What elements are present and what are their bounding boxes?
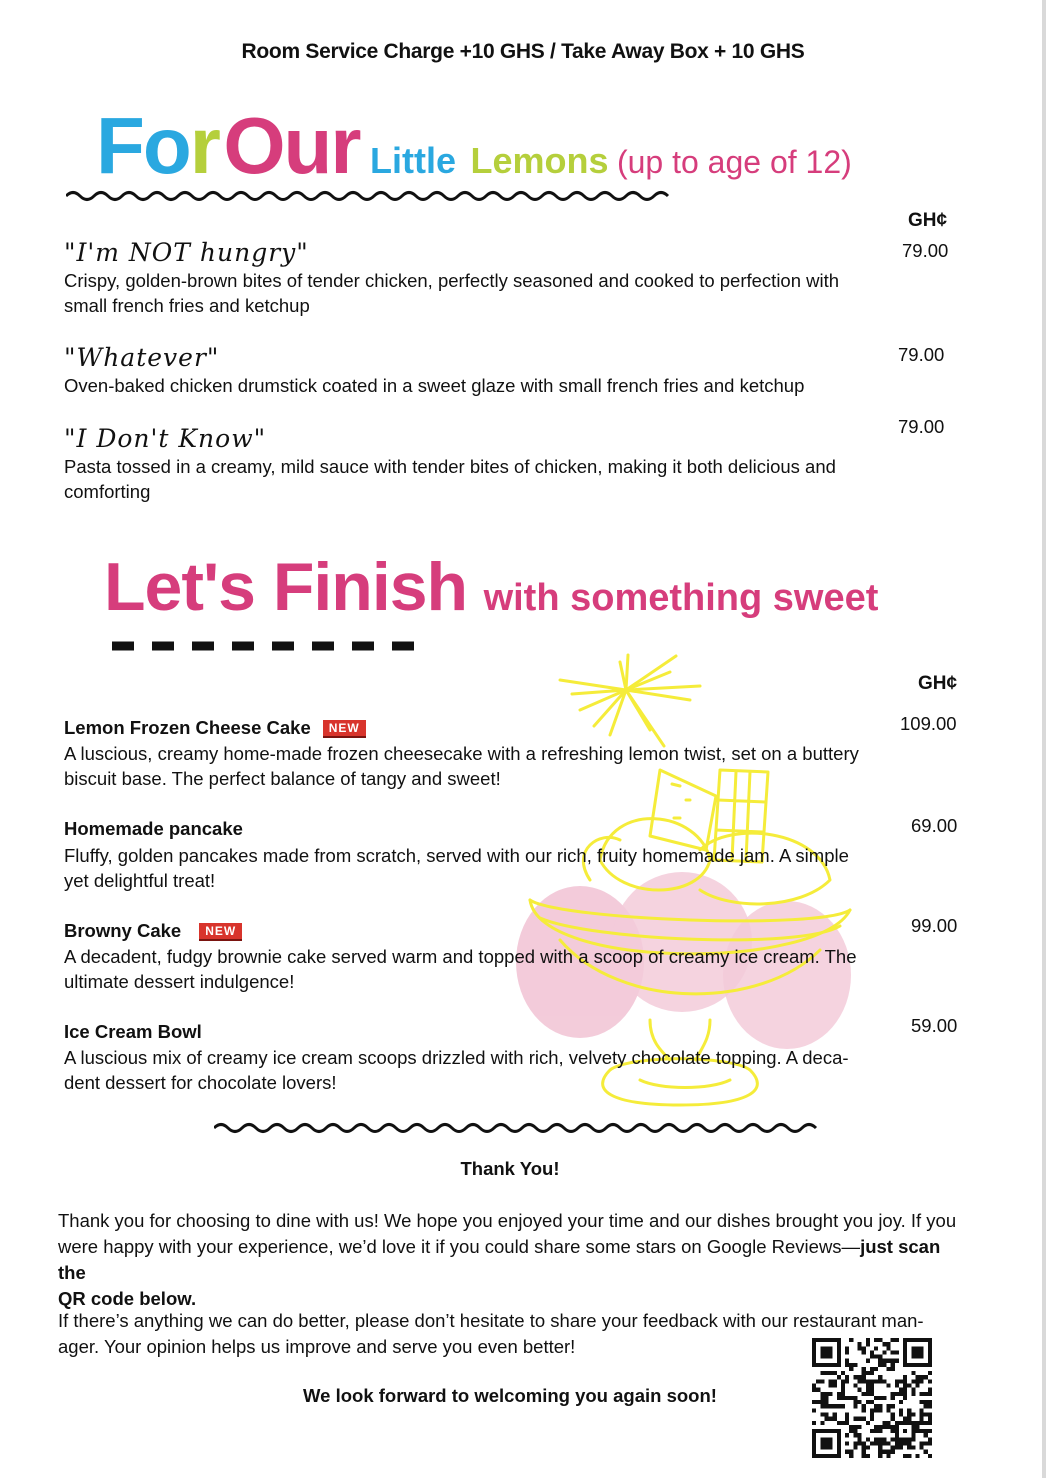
- dessert-item-price-1: 109.00: [900, 713, 957, 734]
- kids-item-desc-2: Oven-baked chicken drumstick coated in a sweet glaze with small french fries and ketchup: [64, 375, 805, 396]
- dessert-item-desc-3b: ultimate dessert indulgence!: [64, 971, 295, 992]
- service-charge-note: Room Service Charge +10 GHS / Take Away Box + 10 GHS: [241, 40, 805, 63]
- title-for-part2: r: [189, 101, 219, 190]
- thanks-heading: Thank You!: [460, 1158, 560, 1179]
- para2-line2: ager. Your opinion helps us improve and serve you even better!: [58, 1336, 576, 1357]
- dessert-title-sub: with something sweet: [483, 577, 879, 619]
- title-our: Our: [223, 101, 360, 190]
- dessert-section-title: [104, 548, 878, 626]
- dessert-item-name-2: Homemade pancake: [64, 818, 243, 839]
- kids-item-price-3: 79.00: [898, 416, 945, 437]
- kids-item-name-3: "I Don't Know": [64, 424, 267, 453]
- kids-section-title: [96, 100, 852, 192]
- dessert-price-header: GH¢: [918, 673, 958, 694]
- para1-line2-bold: just scan the: [58, 1236, 941, 1283]
- kids-item-desc-3b: comforting: [64, 481, 151, 502]
- wavy-divider-top: [66, 186, 676, 206]
- para2-line1: If there’s anything we can do better, please don’t hesitate to share your feedback with our restaurant man-: [58, 1310, 924, 1331]
- wavy-divider-bottom: [214, 1118, 824, 1138]
- para1-line2: [58, 1234, 968, 1286]
- title-for-part1: Fo: [96, 101, 190, 190]
- title-lemons: Lemons: [470, 140, 609, 181]
- dessert-item-price-4: 59.00: [911, 1015, 958, 1036]
- kids-item-name-2: "Whatever": [64, 343, 220, 372]
- kids-item-price-2: 79.00: [898, 344, 945, 365]
- closing-line: We look forward to welcoming you again soon!: [303, 1385, 717, 1406]
- title-age: (up to age of 12): [616, 144, 852, 180]
- para1-line3: QR code below.: [58, 1288, 197, 1309]
- dessert-item-desc-2b: yet delightful treat!: [64, 870, 216, 891]
- dessert-item-desc-4a: A luscious mix of creamy ice cream scoops drizzled with rich, velvety chocolate topping. A deca-: [64, 1047, 849, 1068]
- dessert-item-desc-3a: A decadent, fudgy brownie cake served warm and topped with a scoop of creamy ice cream. The: [64, 946, 857, 967]
- dessert-item-desc-4b: dent dessert for chocolate lovers!: [64, 1072, 337, 1093]
- dessert-item-desc-2a: Fluffy, golden pancakes made from scratch, served with our rich, fruity homemade jam. A simple: [64, 845, 849, 866]
- dessert-item-name-1: Lemon Frozen Cheese Cake: [64, 717, 311, 738]
- kids-item-desc-3a: Pasta tossed in a creamy, mild sauce with tender bites of chicken, making it both delicious and: [64, 456, 836, 477]
- new-badge-1: NEW: [323, 720, 366, 738]
- dessert-item-desc-1a: A luscious, creamy home-made frozen cheesecake with a refreshing lemon twist, set on a buttery: [64, 743, 859, 764]
- title-little: Little: [370, 140, 457, 181]
- dessert-item-name-3: Browny Cake: [64, 920, 182, 941]
- dessert-item-name-1-row: [64, 717, 366, 739]
- new-badge-3: NEW: [199, 923, 242, 941]
- kids-item-price-1: 79.00: [902, 240, 949, 261]
- dashed-divider: [110, 638, 420, 654]
- para1-line2-normal: were happy with your experience, we’d love it if you could share some stars on Google Reviews—: [58, 1236, 861, 1257]
- firework-sketch: [560, 655, 700, 746]
- dessert-item-name-3-row: [64, 920, 242, 942]
- thanks-paragraph: [58, 1208, 968, 1312]
- kids-item-name-1: "I'm NOT hungry": [64, 238, 309, 267]
- kids-item-desc-1b: small french fries and ketchup: [64, 295, 310, 316]
- para1-line1: Thank you for choosing to dine with us! We hope you enjoyed your time and our dishes brought you joy. If you: [58, 1210, 957, 1231]
- kids-price-header: GH¢: [908, 210, 948, 231]
- page-edge: [1042, 0, 1046, 1478]
- qr-code-icon[interactable]: [812, 1338, 932, 1458]
- dessert-item-desc-1b: biscuit base. The perfect balance of tangy and sweet!: [64, 768, 501, 789]
- dessert-item-price-3: 99.00: [911, 915, 958, 936]
- dessert-item-name-4: Ice Cream Bowl: [64, 1021, 202, 1042]
- dessert-item-price-2: 69.00: [911, 815, 958, 836]
- dessert-title-main: Let's Finish: [104, 549, 468, 625]
- kids-item-desc-1a: Crispy, golden-brown bites of tender chicken, perfectly seasoned and cooked to perfection with: [64, 270, 840, 291]
